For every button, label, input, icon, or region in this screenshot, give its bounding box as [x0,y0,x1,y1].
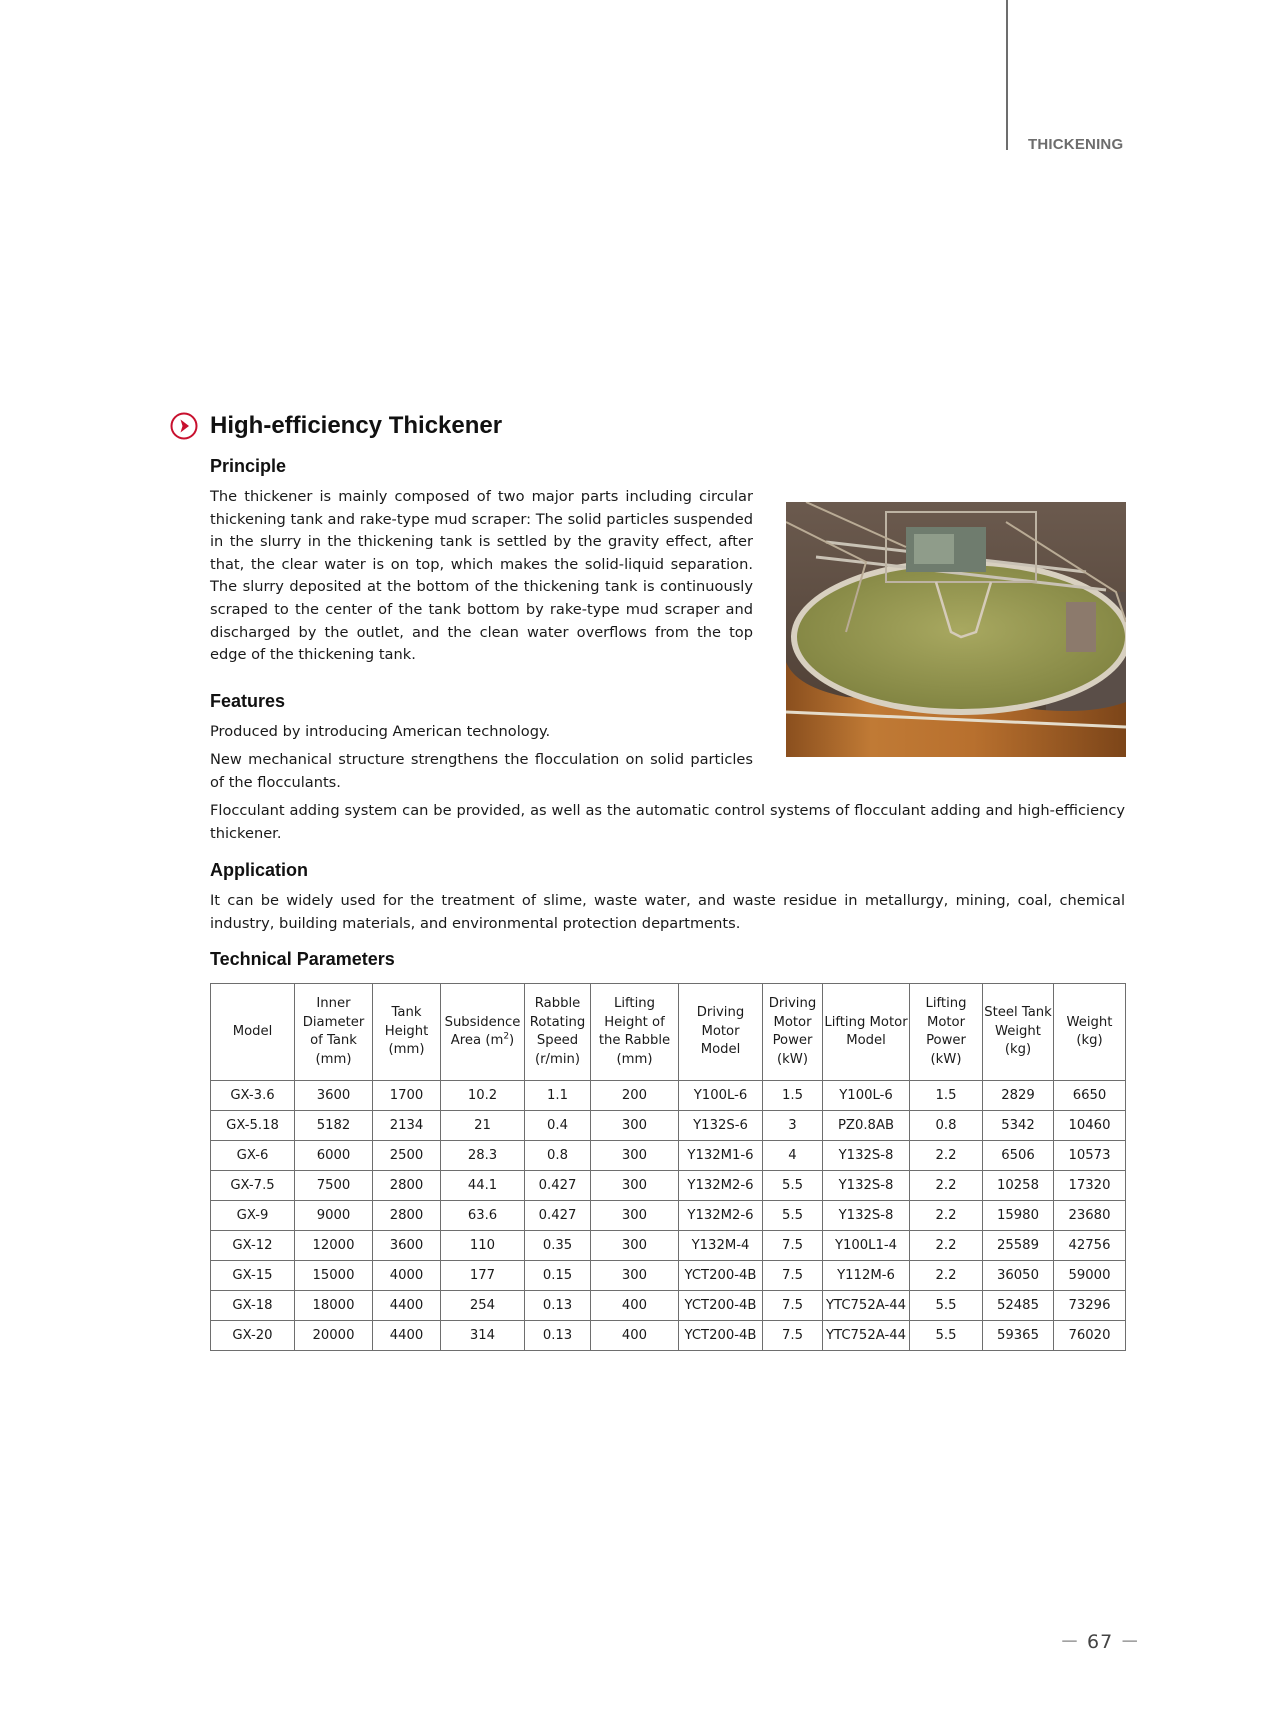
table-cell: 2.2 [910,1231,983,1261]
table-cell: Y132S-8 [823,1171,910,1201]
table-header-row [211,984,1126,1081]
features-heading: Features [210,691,286,711]
table-cell: 1.1 [525,1081,591,1111]
table-cell: 59000 [1054,1261,1126,1291]
table-cell: 1.5 [763,1081,823,1111]
column-header: Weight (kg) [1054,984,1126,1081]
table-cell: 18000 [295,1291,373,1321]
table-cell: 6650 [1054,1081,1126,1111]
title-row [170,412,502,440]
table-cell: 7.5 [763,1321,823,1351]
table-cell: 0.35 [525,1231,591,1261]
column-header: Model [211,984,295,1081]
table-cell: 0.13 [525,1321,591,1351]
table-cell: 4000 [373,1261,441,1291]
table-body [211,1081,1126,1351]
table-cell: 15980 [983,1201,1054,1231]
table-cell: 10.2 [441,1081,525,1111]
table-cell: YCT200-4B [679,1261,763,1291]
table-row [211,1201,1126,1231]
table-cell: GX-7.5 [211,1171,295,1201]
column-header: Driving Motor Model [679,984,763,1081]
table-cell: Y132M2-6 [679,1171,763,1201]
table-cell: 2800 [373,1201,441,1231]
feature-item-2: New mechanical structure strengthens the flocculation on solid particles of the flocculants. [210,751,753,791]
table-cell: 1.5 [910,1081,983,1111]
table-cell: 4400 [373,1321,441,1351]
table-cell: 15000 [295,1261,373,1291]
table-cell: 300 [591,1111,679,1141]
table-cell: 21 [441,1111,525,1141]
table-cell: GX-9 [211,1201,295,1231]
table-cell: 3 [763,1111,823,1141]
table-cell: 2800 [373,1171,441,1201]
table-cell: 25589 [983,1231,1054,1261]
application-heading: Application [210,860,308,880]
table-cell: 2.2 [910,1141,983,1171]
table-cell: Y132M-4 [679,1231,763,1261]
table-cell: 76020 [1054,1321,1126,1351]
table-cell: 23680 [1054,1201,1126,1231]
table-cell: 9000 [295,1201,373,1231]
table-row [211,1261,1126,1291]
column-header: Driving Motor Power (kW) [763,984,823,1081]
chevron-right-circle-icon [170,412,198,440]
table-cell: Y132S-8 [823,1141,910,1171]
table-cell: 59365 [983,1321,1054,1351]
table-cell: Y132M1-6 [679,1141,763,1171]
application-text: It can be widely used for the treatment of slime, waste water, and waste residue in metallurgy, mining, coal, chemical industry, building materials, and environmental protection departments. [210,892,1125,932]
table-cell: 6506 [983,1141,1054,1171]
table-cell: GX-3.6 [211,1081,295,1111]
table-cell: 300 [591,1171,679,1201]
table-cell: 300 [591,1201,679,1231]
table-cell: Y100L-6 [823,1081,910,1111]
table-cell: 73296 [1054,1291,1126,1321]
column-header: Steel Tank Weight (kg) [983,984,1054,1081]
column-header: Tank Height (mm) [373,984,441,1081]
table-cell: Y132S-6 [679,1111,763,1141]
table-cell: 4 [763,1141,823,1171]
table-row [211,1111,1126,1141]
table-cell: 20000 [295,1321,373,1351]
table-cell: 12000 [295,1231,373,1261]
header-divider [1006,0,1008,150]
table-cell: YTC752A-44 [823,1321,910,1351]
table-cell: 314 [441,1321,525,1351]
table-cell: 2.2 [910,1201,983,1231]
table-cell: 254 [441,1291,525,1321]
table-cell: 4400 [373,1291,441,1321]
table-cell: 44.1 [441,1171,525,1201]
table-cell: GX-5.18 [211,1111,295,1141]
table-cell: 36050 [983,1261,1054,1291]
table-cell: 5342 [983,1111,1054,1141]
table-cell: GX-6 [211,1141,295,1171]
table-cell: 7.5 [763,1291,823,1321]
feature-item-1: Produced by introducing American technology. [210,723,551,740]
table-cell: GX-18 [211,1291,295,1321]
table-cell: 3600 [295,1081,373,1111]
principle-heading: Principle [210,456,287,476]
table-cell: 110 [441,1231,525,1261]
table-cell: 0.4 [525,1111,591,1141]
table-cell: 10258 [983,1171,1054,1201]
table-cell: 63.6 [441,1201,525,1231]
table-cell: 0.427 [525,1201,591,1231]
table-cell: 17320 [1054,1171,1126,1201]
table-cell: 400 [591,1321,679,1351]
table-cell: 200 [591,1081,679,1111]
table-row [211,1141,1126,1171]
table-cell: PZ0.8AB [823,1111,910,1141]
page-number: － 67 － [1060,1631,1141,1653]
table-row [211,1291,1126,1321]
table-cell: 2134 [373,1111,441,1141]
table-cell: Y132M2-6 [679,1201,763,1231]
table-cell: 10573 [1054,1141,1126,1171]
table-cell: GX-15 [211,1261,295,1291]
table-cell: 5.5 [910,1291,983,1321]
table-cell: 5.5 [763,1201,823,1231]
table-cell: 0.8 [525,1141,591,1171]
table-cell: 0.8 [910,1111,983,1141]
table-cell: 0.15 [525,1261,591,1291]
table-row [211,1081,1126,1111]
table-cell: 6000 [295,1141,373,1171]
table-cell: 0.13 [525,1291,591,1321]
table-cell: 10460 [1054,1111,1126,1141]
table-cell: 3600 [373,1231,441,1261]
principle-text: The thickener is mainly composed of two major parts including circular thickening tank and rake-type mud scraper: The solid particles suspended in the slurry in the thickening tank is settled by the gravity effect, after that, the clear water is on top, which makes the solid-liquid separation. The slurry deposited at the bottom of the thickening tank is continuously scraped to the center of the tank bottom by rake-type mud scraper and discharged by the outlet, and the clean water overflows from the top edge of the thickening tank. [210,488,753,664]
table-cell: 2500 [373,1141,441,1171]
table-cell: 2.2 [910,1171,983,1201]
column-header: Lifting Height of the Rabble (mm) [591,984,679,1081]
table-cell: GX-20 [211,1321,295,1351]
table-cell: 2829 [983,1081,1054,1111]
technical-heading: Technical Parameters [210,949,395,969]
table-cell: 400 [591,1291,679,1321]
table-cell: 7.5 [763,1231,823,1261]
table-cell: GX-12 [211,1231,295,1261]
column-header-subsidence-area: Subsidence Area $(m^2)$ [441,984,525,1081]
table-cell: 5182 [295,1111,373,1141]
table-cell: 7500 [295,1171,373,1201]
table-cell: 177 [441,1261,525,1291]
table-cell: 1700 [373,1081,441,1111]
column-header: Rabble Rotating Speed (r/min) [525,984,591,1081]
table-cell: 0.427 [525,1171,591,1201]
table-cell: 2.2 [910,1261,983,1291]
page-title: High-efficiency Thickener [210,412,503,439]
section-label: THICKENING [1028,136,1124,153]
table-row [211,1171,1126,1201]
column-header: Lifting Motor Power (kW) [910,984,983,1081]
table-row [211,1231,1126,1261]
table-cell: Y112M-6 [823,1261,910,1291]
table-cell: 42756 [1054,1231,1126,1261]
table-cell: 7.5 [763,1261,823,1291]
table-cell: YCT200-4B [679,1321,763,1351]
feature-item-3: Flocculant adding system can be provided, as well as the automatic control systems of flocculant adding and high-efficiency thickener. [210,802,1125,842]
table-cell: Y100L-6 [679,1081,763,1111]
table-cell: 5.5 [910,1321,983,1351]
table-cell: 28.3 [441,1141,525,1171]
table-cell: 300 [591,1141,679,1171]
table-row [211,1321,1126,1351]
table-cell: 52485 [983,1291,1054,1321]
column-header: Lifting Motor Model [823,984,910,1081]
table-cell: Y132S-8 [823,1201,910,1231]
table-cell: 300 [591,1261,679,1291]
table-cell: 5.5 [763,1171,823,1201]
table-cell: 300 [591,1231,679,1261]
table-cell: YCT200-4B [679,1291,763,1321]
table-cell: Y100L1-4 [823,1231,910,1261]
thickener-photo [786,502,1126,757]
column-header: Inner Diameter of Tank (mm) [295,984,373,1081]
technical-parameters-table [210,983,1126,1351]
table-cell: YTC752A-44 [823,1291,910,1321]
